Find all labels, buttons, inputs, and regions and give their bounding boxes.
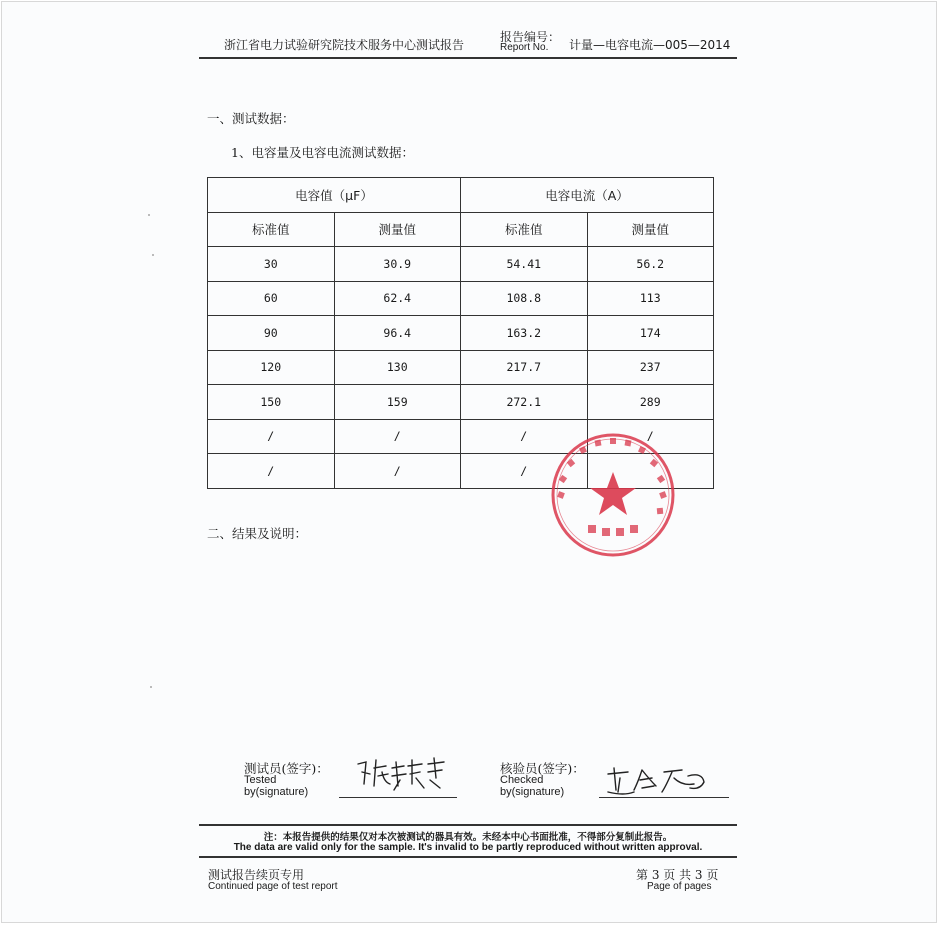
table-cell: /: [587, 419, 714, 454]
table-row: [208, 316, 714, 351]
tester-signature: [354, 754, 449, 794]
column-header: 测量值: [334, 212, 461, 247]
table-cell: /: [461, 419, 588, 454]
table-row: [208, 350, 714, 385]
report-page: [1, 1, 937, 923]
checker-label-cn: 核验员(签字)：: [500, 761, 585, 776]
table-cell: /: [461, 454, 588, 489]
report-no-value: 计量—电容电流—005—2014: [569, 38, 731, 52]
table-row: [208, 281, 714, 316]
table-cell: /: [208, 419, 335, 454]
table-cell: 54.41: [461, 247, 588, 282]
table-cell: 56.2: [587, 247, 714, 282]
table-cell: 237: [587, 350, 714, 385]
report-no-label-en: Report No.: [500, 42, 549, 53]
table-cell: 217.7: [461, 350, 588, 385]
scan-speck: [152, 254, 154, 256]
table-cell: 150: [208, 385, 335, 420]
table-cell: 174: [587, 316, 714, 351]
footer-left-en: Continued page of test report: [208, 881, 338, 892]
table-cell: 163.2: [461, 316, 588, 351]
page-number-cn: 第 3 页 共 3 页: [636, 868, 719, 882]
table-cell: 60: [208, 281, 335, 316]
notice-rule-top: [199, 824, 737, 826]
scan-speck: [150, 686, 152, 688]
table-cell: 289: [587, 385, 714, 420]
table-group-header-row: [208, 178, 714, 213]
table-cell: 272.1: [461, 385, 588, 420]
table-cell: 90: [208, 316, 335, 351]
table-cell: /: [334, 419, 461, 454]
checker-signature: [604, 762, 714, 798]
tester-label-cn: 测试员(签字)：: [244, 761, 329, 776]
table-cell: 159: [334, 385, 461, 420]
header-org: 浙江省电力试验研究院技术服务中心测试报告: [224, 38, 465, 52]
table-cell: 62.4: [334, 281, 461, 316]
group-header-current: 电容电流（A）: [461, 178, 714, 213]
tester-signature-line: [339, 797, 457, 798]
column-header: 测量值: [587, 212, 714, 247]
table-cell: 30.9: [334, 247, 461, 282]
table-column-header-row: [208, 212, 714, 247]
scan-speck: [148, 214, 150, 216]
column-header: 标准值: [208, 212, 335, 247]
section1-subtitle: 1、电容量及电容电流测试数据：: [231, 145, 414, 160]
checker-label-en2: by(signature): [500, 786, 565, 798]
notice-rule-bottom: [199, 856, 737, 858]
table-row: [208, 385, 714, 420]
tester-label-en1: Tested: [244, 774, 277, 786]
table-row: [208, 247, 714, 282]
table-cell: 120: [208, 350, 335, 385]
page-number-en: Page of pages: [647, 881, 712, 892]
table-cell: 96.4: [334, 316, 461, 351]
notice-cn: 注：本报告提供的结果仅对本次被测试的器具有效。未经本中心书面批准，不得部分复制此报告。: [263, 832, 673, 843]
section2-title: 二、结果及说明：: [207, 526, 308, 541]
table-cell: 113: [587, 281, 714, 316]
table-cell: /: [208, 454, 335, 489]
tester-label-en2: by(signature): [244, 786, 309, 798]
table-cell: 30: [208, 247, 335, 282]
table-cell: /: [334, 454, 461, 489]
seal-stamp: [548, 430, 678, 560]
footer-left-cn: 测试报告续页专用: [208, 868, 305, 882]
group-header-capacitance: 电容值（μF）: [208, 178, 461, 213]
table-cell: 130: [334, 350, 461, 385]
report-no-label-cn: 报告编号：: [500, 30, 561, 44]
table-cell: 108.8: [461, 281, 588, 316]
section1-title: 一、测试数据：: [207, 111, 295, 126]
checker-label-en1: Checked: [500, 774, 544, 786]
column-header: 标准值: [461, 212, 588, 247]
header-rule: [199, 57, 737, 59]
notice-en: The data are valid only for the sample. It's invalid to be partly reproduced without written approval.: [233, 842, 703, 853]
